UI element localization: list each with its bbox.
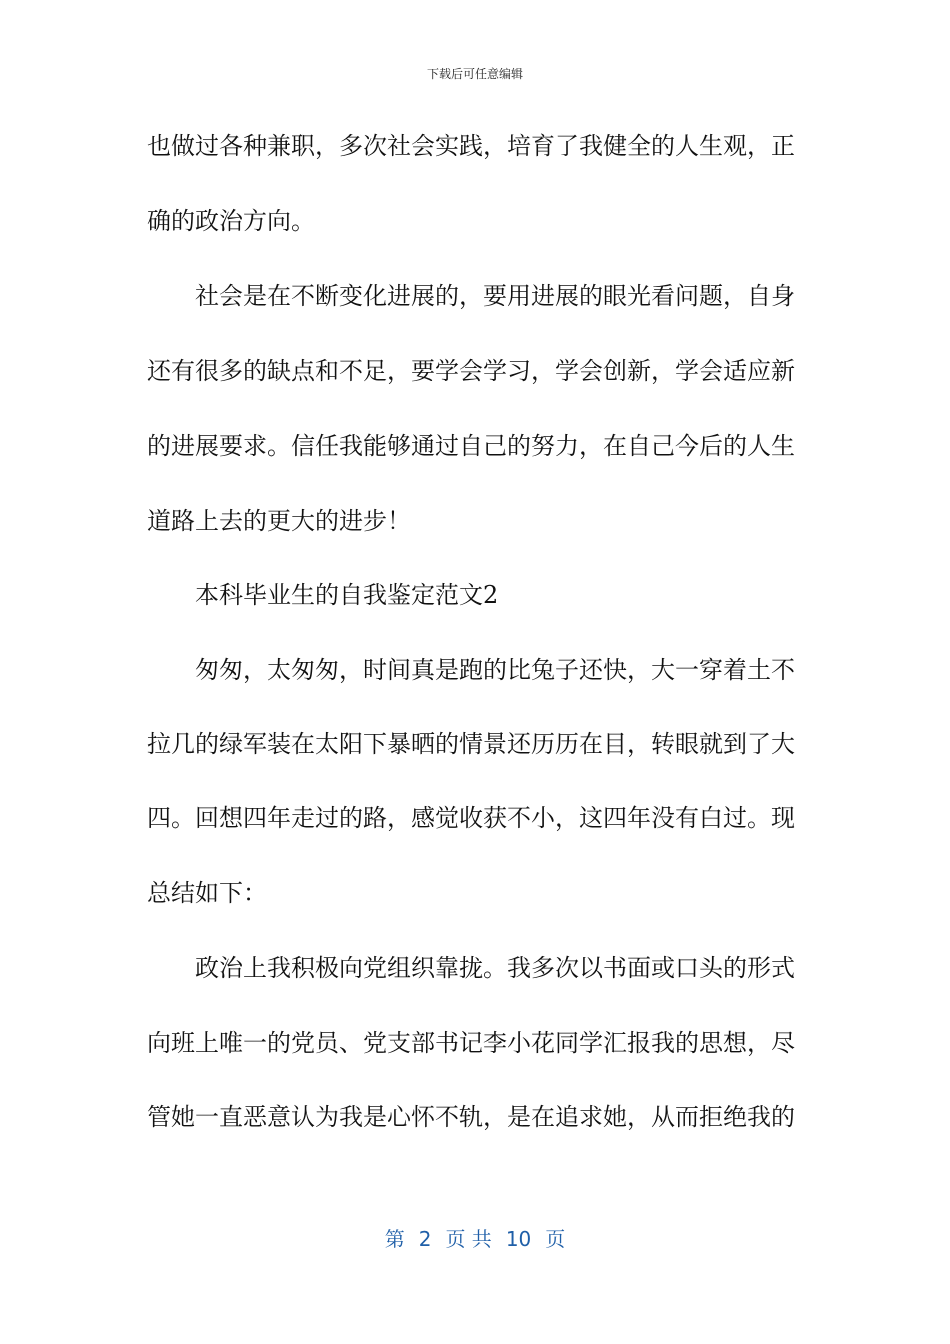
footer-prefix: 第: [384, 1227, 405, 1251]
body-line: 匆匆，太匆匆，时间真是跑的比兔子还快，大一穿着土不: [195, 656, 795, 684]
footer-current-page: 2: [418, 1227, 432, 1251]
footer-total-pages: 10: [505, 1227, 532, 1251]
body-line: 向班上唯一的党员、党支部书记李小花同学汇报我的思想，尽: [147, 1029, 795, 1057]
footer-middle: 页 共: [445, 1227, 492, 1251]
section-heading: 本科毕业生的自我鉴定范文2: [195, 581, 499, 609]
footer-suffix: 页: [545, 1227, 566, 1251]
body-line: 也做过各种兼职，多次社会实践，培育了我健全的人生观，正: [147, 132, 795, 160]
body-line: 总结如下：: [147, 879, 267, 907]
body-line: 四。回想四年走过的路，感觉收获不小，这四年没有白过。现: [147, 804, 795, 832]
body-line: 拉几的绿军装在太阳下暴晒的情景还历历在目，转眼就到了大: [147, 730, 795, 758]
body-line: 还有很多的缺点和不足，要学会学习，学会创新，学会适应新: [147, 357, 795, 385]
page-footer: [0, 1225, 950, 1253]
body-line: 管她一直恶意认为我是心怀不轨，是在追求她，从而拒绝我的: [147, 1103, 795, 1131]
body-line: 道路上去的更大的进步！: [147, 507, 411, 535]
body-line: 社会是在不断变化进展的，要用进展的眼光看问题，自身: [195, 282, 795, 310]
page-header-note: 下载后可任意编辑: [426, 67, 523, 81]
body-line: 确的政治方向。: [147, 207, 315, 235]
body-line: 政治上我积极向党组织靠拢。我多次以书面或口头的形式: [195, 954, 795, 982]
body-line: 的进展要求。信任我能够通过自己的努力，在自己今后的人生: [147, 432, 795, 460]
